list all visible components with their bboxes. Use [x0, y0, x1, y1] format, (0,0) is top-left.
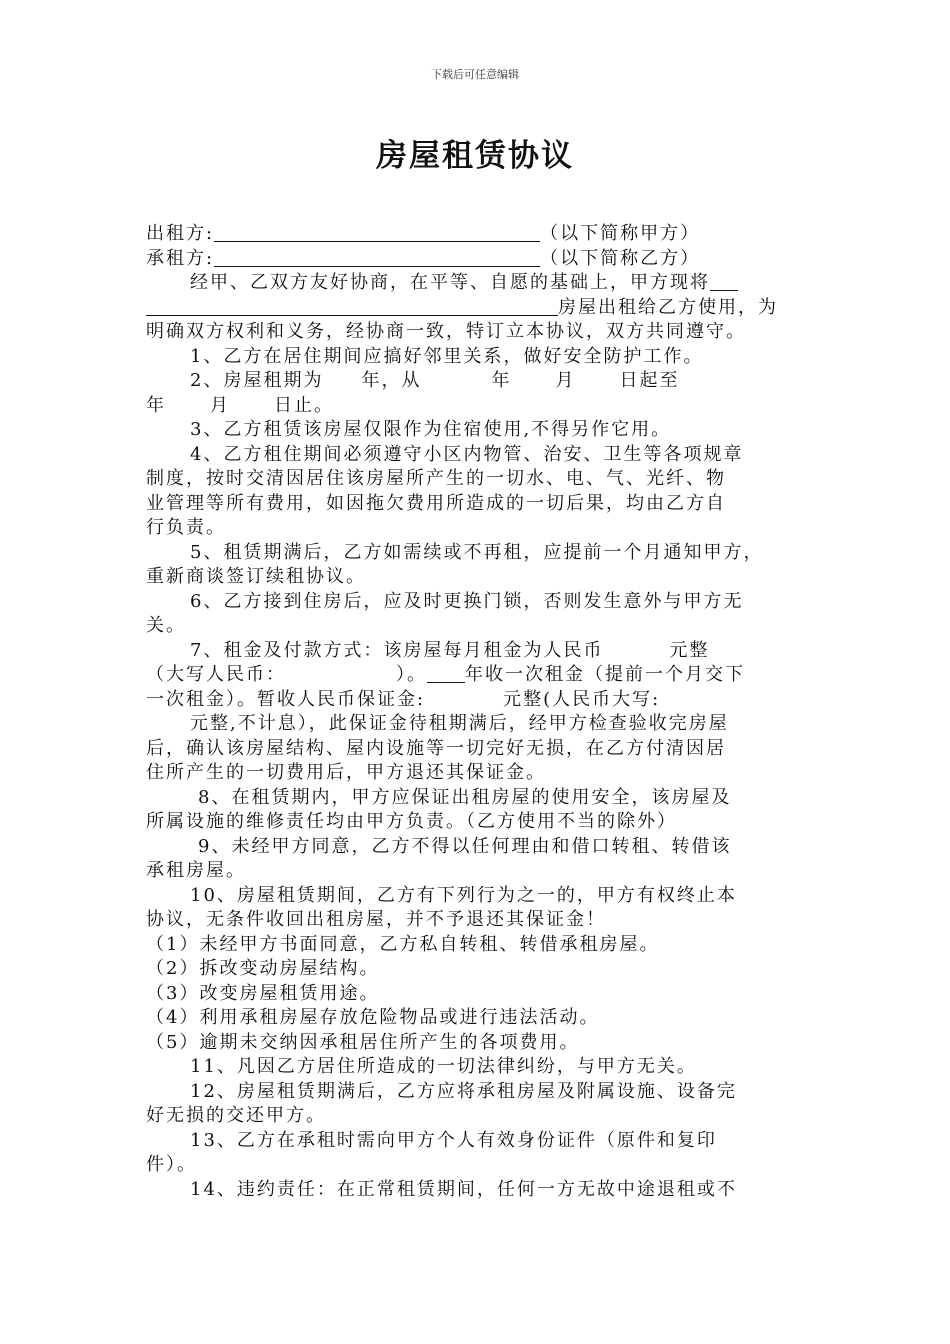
- clause-6-line-1: 6、乙方接到住房后，应及时更换门锁，否则发生意外与甲方无: [190, 590, 744, 612]
- end-day: 日止。: [274, 394, 334, 416]
- clause-4-line-1: 4、乙方租住期间必须遵守小区内物管、治安、卫生等各项规章: [190, 443, 744, 465]
- clause-7-line-6: 住所产生的一切费用后，甲方退还其保证金。: [146, 762, 546, 783]
- preamble-text-2: 房屋出租给乙方使用，为: [558, 296, 778, 318]
- lessee-label: 承租方:: [146, 247, 215, 269]
- preamble-line-1: [146, 271, 818, 296]
- preamble-line-3: 明确双方权利和义务，经协商一致，特订立本协议，双方共同遵守。: [146, 321, 746, 342]
- lessor-note: （以下简称甲方）: [540, 223, 701, 244]
- lessor-label: 出租方:: [146, 223, 215, 244]
- rent-uppercase-close: ）。: [396, 664, 427, 685]
- payment-period-blank: [427, 664, 465, 683]
- clause-9-line-2: 承租房屋。: [146, 860, 246, 881]
- term-text: 2、房屋租期为: [190, 370, 324, 391]
- rent-text: 7、租金及付款方式：该房屋每月租金为人民币: [190, 639, 604, 661]
- clause-12-line-1: 12、房屋租赁期满后，乙方应将承租房屋及附属设施、设备完: [190, 1080, 737, 1102]
- lessee-line: [146, 247, 818, 272]
- clause-5-line-1: 5、租赁期满后，乙方如需续或不再租，应提前一个月通知甲方，: [190, 541, 764, 563]
- payment-text: 年收一次租金（提前一个月交下: [465, 664, 745, 685]
- clause-12-line-2: 好无损的交还甲方。: [146, 1105, 326, 1126]
- term-from: 年，从: [361, 370, 422, 391]
- clause-3: 3、乙方租赁该房屋仅限作为住宿使用,不得另作它用。: [190, 419, 672, 440]
- document-title: 房屋租赁协议: [376, 138, 574, 174]
- clause-11: 11、凡因乙方居住所造成的一切法律纠纷，与甲方无关。: [190, 1056, 697, 1077]
- lessor-blank: [214, 223, 540, 242]
- preamble-line-2: [146, 296, 818, 321]
- clause-13-line-2: 件）。: [146, 1154, 197, 1175]
- clause-13-line-1: 13、乙方在承租时需向甲方个人有效身份证件（原件和复印: [190, 1129, 717, 1151]
- preamble-text-1: 经甲、乙双方友好协商，在平等、自愿的基础上，甲方现将: [190, 272, 710, 293]
- start-month: 月: [555, 370, 576, 391]
- deposit-text: 一次租金）。暂收人民币保证金:: [146, 688, 426, 710]
- rent-uppercase: （大写人民币：: [146, 664, 286, 685]
- clause-8-line-2: 所属设施的维修责任均由甲方负责。（乙方使用不当的除外）: [146, 811, 677, 832]
- clause-8-line-1: 8、在租赁期内，甲方应保证出租房屋的使用安全，该房屋及: [198, 786, 732, 808]
- clause-10-line-2: 协议，无条件收回出租房屋，并不予退还其保证金！: [146, 909, 606, 930]
- document-body: [146, 222, 818, 1202]
- clause-2-line-1: [146, 369, 818, 394]
- clause-2-line-2: [146, 394, 818, 419]
- header-note: 下载后可任意编辑: [431, 68, 519, 81]
- clause-7-line-3: [146, 688, 818, 713]
- lessee-note: （以下简称乙方）: [540, 247, 701, 269]
- clause-6-line-2: 关。: [146, 615, 186, 636]
- clause-10-item-1: （1）未经甲方书面同意，乙方私自转租、转借承租房屋。: [146, 933, 660, 955]
- deposit-unit: 元整(人民币大写:: [503, 688, 661, 710]
- lessee-blank: [214, 248, 540, 267]
- clause-4-line-4: 行负责。: [146, 517, 226, 538]
- clause-10-item-2: （2）拆改变动房屋结构。: [146, 958, 380, 979]
- clause-5-line-2: 重新商谈签订续租协议。: [146, 566, 366, 587]
- clause-9-line-1: 9、未经甲方同意，乙方不得以任何理由和借口转租、转借该: [198, 835, 732, 857]
- clause-7-line-4: 元整,不计息），此保证金待租期满后，经甲方检查验收完房屋: [190, 713, 729, 734]
- clause-10-item-4: （4）利用承租房屋存放危险物品或进行违法活动。: [146, 1007, 600, 1028]
- end-year: 年: [146, 394, 166, 416]
- clause-10-item-5: （5）逾期未交纳因承租居住所产生的各项费用。: [146, 1031, 580, 1053]
- clause-14-line-1: 14、违约责任：在正常租赁期间，任何一方无故中途退租或不: [190, 1178, 737, 1200]
- clause-4-line-3: 业管理等所有费用，如因拖欠费用所造成的一切后果，均由乙方自: [146, 492, 726, 514]
- start-year: 年: [491, 370, 512, 391]
- lessor-line: [146, 222, 818, 247]
- clause-1: 1、乙方在居住期间应搞好邻里关系，做好安全防护工作。: [190, 345, 704, 367]
- clause-10-line-1: 10、房屋租赁期间，乙方有下列行为之一的，甲方有权终止本: [190, 884, 737, 906]
- address-blank-a: [710, 272, 738, 291]
- end-month: 月: [210, 394, 230, 416]
- clause-7-line-1: [146, 639, 818, 664]
- start-day: 日起至: [619, 370, 680, 391]
- clause-10-item-3: （3）改变房屋租赁用途。: [146, 982, 380, 1004]
- rent-unit: 元整: [669, 639, 710, 661]
- clause-4-line-2: 制度，按时交清因居住该房屋所产生的一切水、电、气、光纤、物: [146, 468, 726, 489]
- clause-7-line-2: [146, 663, 818, 688]
- address-blank-b: [146, 297, 558, 316]
- clause-7-line-5: 后，确认该房屋结构、屋内设施等一切完好无损，在乙方付清因居: [146, 737, 726, 759]
